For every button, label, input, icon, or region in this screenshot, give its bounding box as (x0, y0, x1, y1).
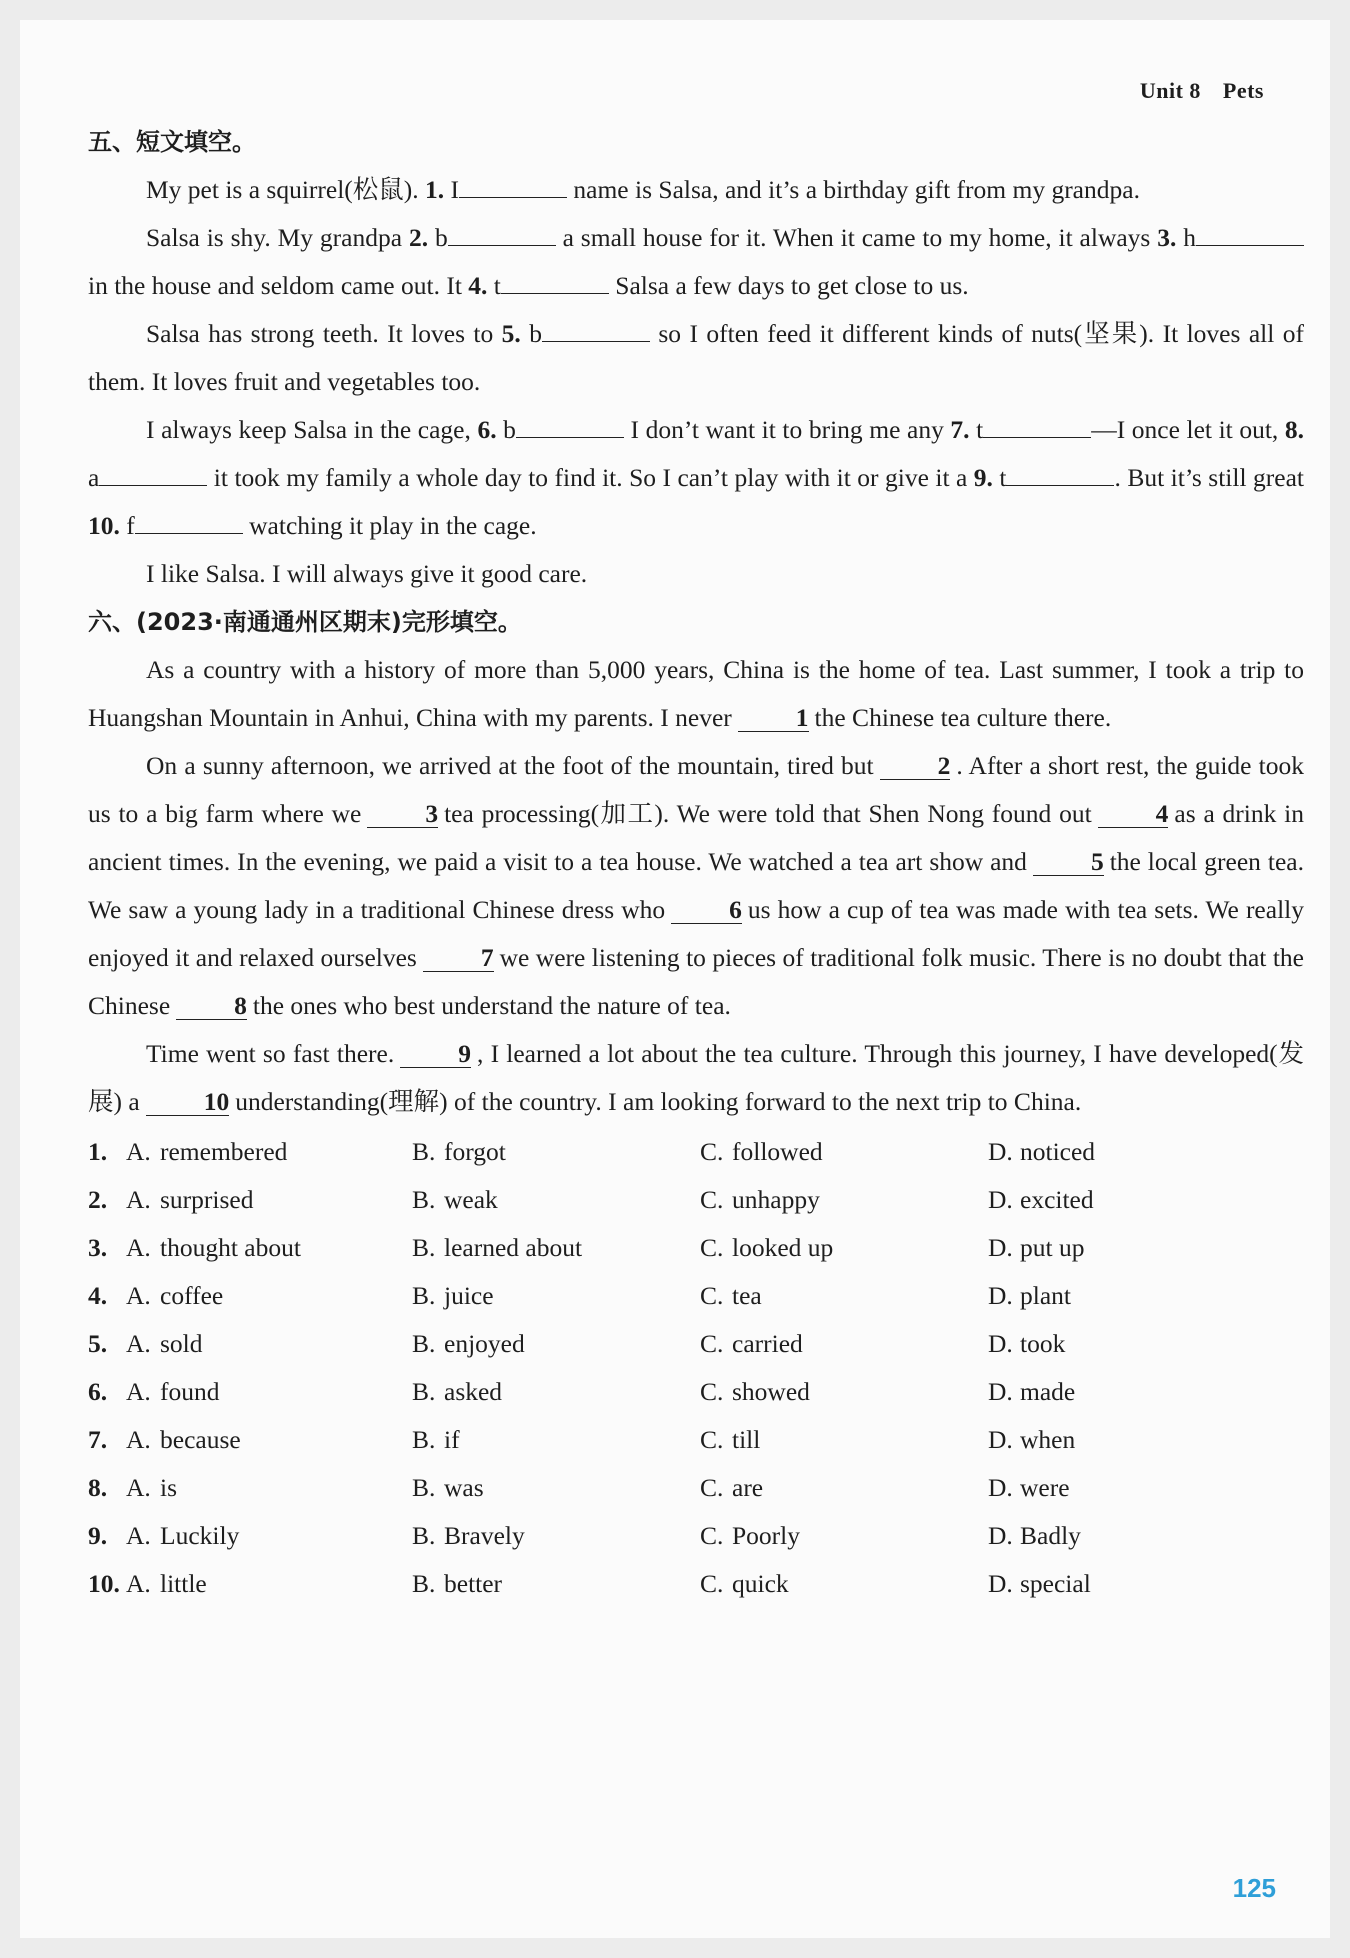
answer-options (88, 1128, 1304, 1608)
page-number: 125 (1232, 1873, 1276, 1903)
option-text: Poorly (732, 1521, 801, 1550)
fill-blank[interactable] (516, 415, 624, 438)
worksheet-page (20, 20, 1330, 1938)
fill-blank[interactable] (99, 463, 207, 486)
question-number: 9. (88, 1521, 108, 1550)
passage-text: On a sunny afternoon, we arrived at the foot of the mountain, tired but (146, 751, 874, 780)
option-text: Luckily (160, 1521, 240, 1550)
question-number: 7. (88, 1425, 108, 1454)
passage-text: My pet is a squirrel(松鼠). (146, 175, 426, 204)
section5-paragraph (88, 166, 1304, 214)
option-a[interactable] (88, 1416, 412, 1464)
blank-number: 4. (468, 271, 488, 300)
option-text: little (160, 1569, 207, 1598)
option-text: showed (732, 1377, 810, 1406)
option-row (88, 1320, 1304, 1368)
option-text: thought about (160, 1233, 301, 1262)
section6-paragraph (88, 742, 1304, 1030)
unit-label: Unit 8 (1139, 78, 1201, 103)
option-text: learned about (444, 1233, 583, 1262)
passage-text: the ones who best understand the nature of tea. (252, 991, 731, 1020)
option-letter: D. (988, 1233, 1013, 1262)
option-c[interactable] (700, 1464, 988, 1512)
option-text: if (444, 1425, 460, 1454)
option-d[interactable] (988, 1272, 1276, 1320)
option-text: weak (444, 1185, 498, 1214)
option-letter: B. (412, 1233, 436, 1262)
option-text: made (1020, 1377, 1076, 1406)
option-text: followed (732, 1137, 823, 1166)
section5-paragraph (88, 310, 1304, 406)
passage-text: Salsa has strong teeth. It loves to (146, 319, 502, 348)
option-c[interactable] (700, 1368, 988, 1416)
passage-text: t (992, 463, 1007, 492)
option-d[interactable] (988, 1128, 1276, 1176)
passage-text: in the house and seldom came out. It (88, 271, 469, 300)
option-b[interactable] (412, 1368, 700, 1416)
option-letter: C. (700, 1569, 724, 1598)
option-letter: B. (412, 1569, 436, 1598)
option-d[interactable] (988, 1368, 1276, 1416)
option-letter: A. (126, 1425, 151, 1454)
passage-text: I like Salsa. I will always give it good care. (146, 559, 588, 588)
option-text: when (1020, 1425, 1076, 1454)
question-number: 1. (88, 1137, 108, 1166)
option-b[interactable] (412, 1320, 700, 1368)
passage-text: name is Salsa, and it’s a birthday gift from my grandpa. (567, 175, 1140, 204)
option-c[interactable] (700, 1176, 988, 1224)
option-c[interactable] (700, 1224, 988, 1272)
option-text: noticed (1020, 1137, 1096, 1166)
cloze-blank[interactable]: 5 (1033, 849, 1104, 876)
option-letter: D. (988, 1569, 1013, 1598)
cloze-blank[interactable]: 10 (146, 1089, 230, 1116)
passage-text: watching it play in the cage. (242, 511, 537, 540)
option-letter: C. (700, 1185, 724, 1214)
option-a[interactable] (88, 1512, 412, 1560)
option-a[interactable] (88, 1560, 412, 1608)
section6-paragraph (88, 1030, 1304, 1126)
fill-blank[interactable] (135, 511, 243, 534)
option-row (88, 1560, 1304, 1608)
blank-number: 1. (425, 175, 445, 204)
option-b[interactable] (412, 1416, 700, 1464)
passage-text: b (428, 223, 448, 252)
option-text: plant (1020, 1281, 1071, 1310)
cloze-blank[interactable]: 6 (671, 897, 742, 924)
option-letter: D. (988, 1137, 1013, 1166)
option-d[interactable] (988, 1560, 1276, 1608)
passage-text: as a drink in ancient times. In the evening, we paid a visit to a tea house. We watched a tea art show and (88, 799, 1304, 876)
option-text: carried (732, 1329, 803, 1358)
option-letter: B. (412, 1377, 436, 1406)
cloze-blank[interactable]: 4 (1098, 801, 1169, 828)
option-c[interactable] (700, 1320, 988, 1368)
option-b[interactable] (412, 1560, 700, 1608)
option-row (88, 1416, 1304, 1464)
section5-paragraph (88, 550, 1304, 598)
passage-text: the local green tea. We saw a young lady in a traditional Chinese dress who (88, 847, 1304, 924)
option-letter: C. (700, 1233, 724, 1262)
option-text: better (444, 1569, 503, 1598)
passage-text: a (88, 463, 100, 492)
option-letter: D. (988, 1473, 1013, 1502)
section5-title: 五、短文填空。 (88, 128, 256, 156)
option-text: was (444, 1473, 484, 1502)
option-letter: B. (412, 1521, 436, 1550)
blank-number: 6. (477, 415, 497, 444)
passage-text: the Chinese tea culture there. (814, 703, 1112, 732)
option-d[interactable] (988, 1464, 1276, 1512)
option-letter: A. (126, 1569, 151, 1598)
passage-text: Salsa a few days to get close to us. (608, 271, 969, 300)
option-letter: C. (700, 1137, 724, 1166)
option-d[interactable] (988, 1416, 1276, 1464)
option-text: because (160, 1425, 241, 1454)
option-letter: A. (126, 1329, 151, 1358)
option-c[interactable] (700, 1128, 988, 1176)
option-text: forgot (444, 1137, 506, 1166)
section6-title: 六、(2023·南通通州区期末)完形填空。 (88, 608, 522, 636)
question-number: 2. (88, 1185, 108, 1214)
option-text: found (160, 1377, 220, 1406)
option-b[interactable] (412, 1128, 700, 1176)
question-number: 10. (88, 1569, 120, 1598)
passage-text: As a country with a history of more than 5,000 years, China is the home of tea. Last summer, I took a trip to Huangshan Mountain in Anhui, China with my parents. I never (88, 655, 1304, 732)
fill-blank[interactable] (983, 415, 1091, 438)
option-a[interactable] (88, 1128, 412, 1176)
option-b[interactable] (412, 1176, 700, 1224)
passage-text: understanding(理解) of the country. I am looking forward to the next trip to China. (235, 1087, 1082, 1116)
option-text: sold (160, 1329, 203, 1358)
passage-text: us how a cup of tea was made with tea sets. We really enjoyed it and relaxed ourselves (88, 895, 1304, 972)
cloze-blank[interactable]: 8 (176, 993, 247, 1020)
blank-number: 7. (950, 415, 970, 444)
passage-text: b (520, 319, 542, 348)
passage-text: it took my family a whole day to find it. So I can’t play with it or give it a (207, 463, 974, 492)
option-text: asked (444, 1377, 503, 1406)
passage-text: Time went so fast there. (146, 1039, 395, 1068)
cloze-blank[interactable]: 7 (423, 945, 494, 972)
passage-text: I (444, 175, 460, 204)
option-row (88, 1224, 1304, 1272)
option-text: is (160, 1473, 178, 1502)
option-text: quick (732, 1569, 789, 1598)
option-letter: B. (412, 1185, 436, 1214)
option-row (88, 1176, 1304, 1224)
option-text: enjoyed (444, 1329, 525, 1358)
option-letter: B. (412, 1425, 436, 1454)
option-letter: B. (412, 1137, 436, 1166)
option-text: are (732, 1473, 764, 1502)
option-a[interactable] (88, 1224, 412, 1272)
passage-text: we were listening to pieces of traditional folk music. There is no doubt that the Chinese (88, 943, 1304, 1020)
option-c[interactable] (700, 1272, 988, 1320)
fill-blank[interactable] (448, 223, 556, 246)
option-text: looked up (732, 1233, 834, 1262)
fill-blank[interactable] (501, 271, 609, 294)
option-text: put up (1020, 1233, 1085, 1262)
passage-text: h (1176, 223, 1197, 252)
section6-passage (88, 646, 1304, 1126)
option-text: Badly (1020, 1521, 1081, 1550)
option-text: coffee (160, 1281, 224, 1310)
option-letter: B. (412, 1473, 436, 1502)
question-number: 6. (88, 1377, 108, 1406)
option-letter: C. (700, 1473, 724, 1502)
option-a[interactable] (88, 1320, 412, 1368)
blank-number: 3. (1157, 223, 1177, 252)
fill-blank[interactable] (459, 175, 567, 198)
option-b[interactable] (412, 1512, 700, 1560)
option-letter: D. (988, 1521, 1013, 1550)
section5-passage (88, 166, 1304, 598)
option-letter: C. (700, 1377, 724, 1406)
option-c[interactable] (700, 1416, 988, 1464)
section6-paragraph (88, 646, 1304, 742)
option-text: special (1020, 1569, 1091, 1598)
option-d[interactable] (988, 1224, 1276, 1272)
passage-text: b (496, 415, 516, 444)
option-letter: A. (126, 1521, 151, 1550)
passage-text: so I often feed it different kinds of nuts(坚果). It loves all of them. It loves fruit and vegetables too. (88, 319, 1304, 396)
blank-number: 8. (1284, 415, 1304, 444)
option-b[interactable] (412, 1464, 700, 1512)
option-text: juice (444, 1281, 494, 1310)
passage-text: tea processing(加工). We were told that Shen Nong found out (444, 799, 1092, 828)
option-letter: A. (126, 1473, 151, 1502)
option-text: excited (1020, 1185, 1094, 1214)
option-letter: A. (126, 1281, 151, 1310)
option-letter: D. (988, 1377, 1013, 1406)
option-a[interactable] (88, 1176, 412, 1224)
option-d[interactable] (988, 1176, 1276, 1224)
option-letter: D. (988, 1185, 1013, 1214)
option-letter: C. (700, 1521, 724, 1550)
blank-number: 5. (501, 319, 521, 348)
option-letter: A. (126, 1377, 151, 1406)
option-row (88, 1368, 1304, 1416)
option-b[interactable] (412, 1272, 700, 1320)
option-row (88, 1128, 1304, 1176)
blank-number: 2. (408, 223, 429, 252)
cloze-blank[interactable]: 1 (738, 705, 809, 732)
passage-text: I don’t want it to bring me any (623, 415, 951, 444)
cloze-blank[interactable]: 3 (367, 801, 438, 828)
blank-number: 10. (88, 511, 120, 540)
passage-text: f (119, 511, 135, 540)
fill-blank[interactable] (542, 319, 650, 342)
passage-text: —I once let it out, (1091, 415, 1285, 444)
option-letter: C. (700, 1281, 724, 1310)
option-row (88, 1512, 1304, 1560)
passage-text: I always keep Salsa in the cage, (146, 415, 478, 444)
option-c[interactable] (700, 1512, 988, 1560)
option-a[interactable] (88, 1464, 412, 1512)
option-c[interactable] (700, 1560, 988, 1608)
option-letter: C. (700, 1425, 724, 1454)
cloze-blank[interactable]: 2 (880, 753, 951, 780)
option-a[interactable] (88, 1368, 412, 1416)
option-letter: B. (412, 1329, 436, 1358)
passage-text: . But it’s still great (1114, 463, 1304, 492)
section5-paragraph (88, 214, 1304, 310)
unit-topic: Pets (1222, 78, 1264, 103)
option-letter: C. (700, 1329, 724, 1358)
option-text: were (1020, 1473, 1070, 1502)
option-letter: B. (412, 1281, 436, 1310)
option-letter: D. (988, 1425, 1013, 1454)
question-number: 8. (88, 1473, 108, 1502)
option-letter: D. (988, 1281, 1013, 1310)
passage-text: t (969, 415, 984, 444)
option-text: tea (732, 1281, 762, 1310)
option-text: till (732, 1425, 761, 1454)
option-text: took (1020, 1329, 1066, 1358)
option-a[interactable] (88, 1272, 412, 1320)
option-text: surprised (160, 1185, 254, 1214)
passage-text: t (487, 271, 501, 300)
option-d[interactable] (988, 1512, 1276, 1560)
option-letter: A. (126, 1185, 151, 1214)
passage-text: Salsa is shy. My grandpa (146, 223, 409, 252)
passage-text: , I learned a lot about the tea culture. Through this journey, I have developed(发展) a (88, 1039, 1304, 1116)
cloze-blank[interactable]: 9 (400, 1041, 471, 1068)
option-b[interactable] (412, 1224, 700, 1272)
blank-number: 9. (973, 463, 993, 492)
section5-paragraph (88, 406, 1304, 550)
option-text: unhappy (732, 1185, 820, 1214)
passage-text: . After a short rest, the guide took us to a big farm where we (88, 751, 1305, 828)
option-letter: D. (988, 1329, 1013, 1358)
option-row (88, 1272, 1304, 1320)
fill-blank[interactable] (1006, 463, 1114, 486)
option-text: remembered (160, 1137, 288, 1166)
fill-blank[interactable] (1196, 223, 1304, 246)
page-header (1118, 78, 1264, 104)
page-content (88, 118, 1304, 1608)
option-letter: A. (126, 1137, 151, 1166)
option-d[interactable] (988, 1320, 1276, 1368)
option-letter: A. (126, 1233, 151, 1262)
question-number: 5. (88, 1329, 108, 1358)
passage-text: a small house for it. When it came to my home, it always (555, 223, 1158, 252)
question-number: 4. (88, 1281, 108, 1310)
question-number: 3. (88, 1233, 108, 1262)
option-text: Bravely (444, 1521, 525, 1550)
option-row (88, 1464, 1304, 1512)
